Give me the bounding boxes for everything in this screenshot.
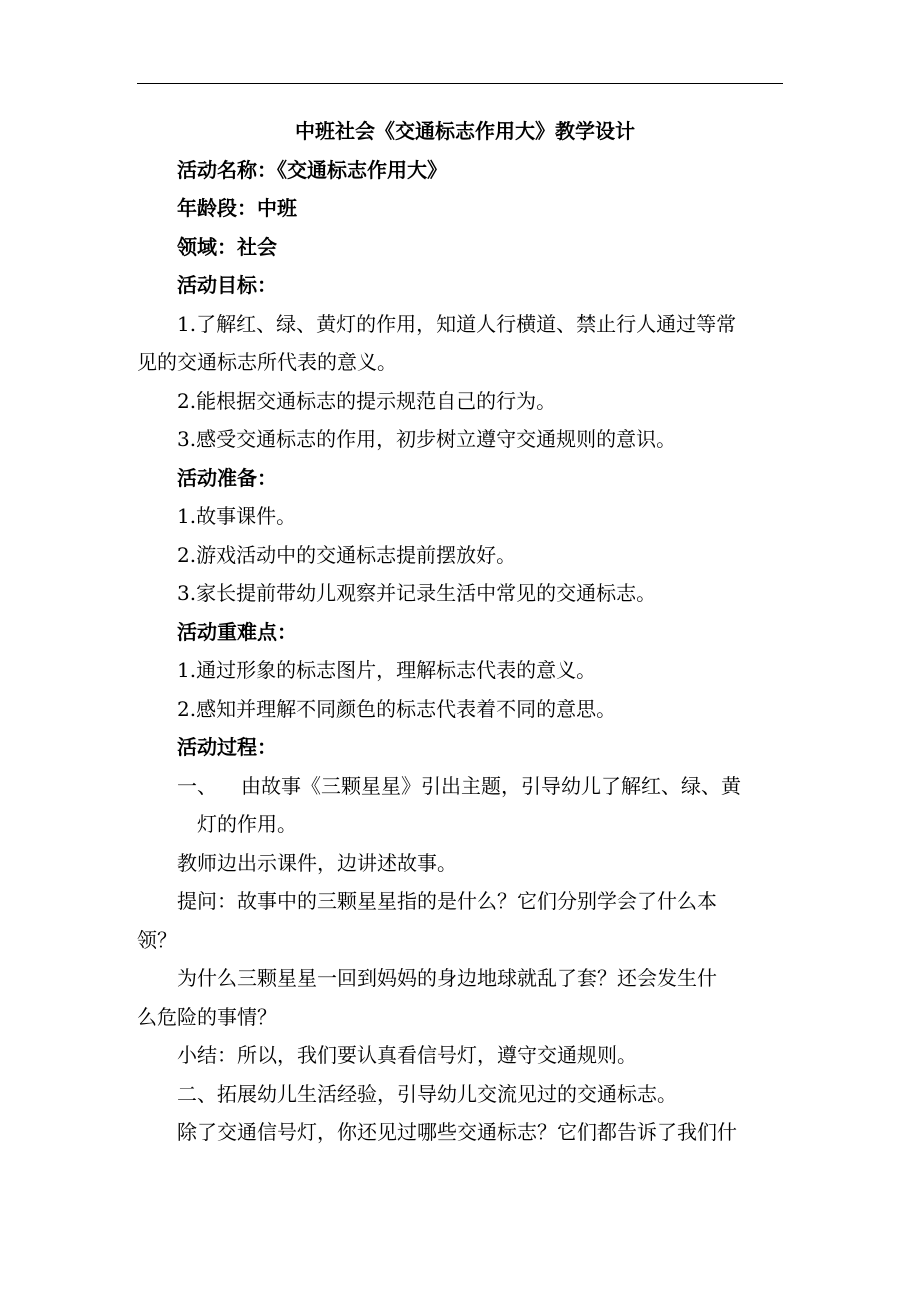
step-1-line2: 灯的作用。 <box>197 812 297 836</box>
paragraph-4: 小结：所以，我们要认真看信号灯，遵守交通规则。 <box>177 1043 637 1067</box>
key-point-2: 2.感知并理解不同颜色的标志代表着不同的意思。 <box>177 696 617 721</box>
age-group: 年龄段：中班 <box>177 196 297 220</box>
prep-item-2: 2.游戏活动中的交通标志提前摆放好。 <box>177 542 517 567</box>
goal-item-1-line1: 1.了解红、绿、黄灯的作用，知道人行横道、禁止行人通过等常 <box>177 311 737 336</box>
process-heading: 活动过程： <box>177 735 277 759</box>
domain-field: 领域：社会 <box>177 234 277 259</box>
document-body <box>137 112 783 1152</box>
goal-item-1-line2: 见的交通标志所代表的意义。 <box>137 350 397 374</box>
key-point-1: 1.通过形象的标志图片，理解标志代表的意义。 <box>177 658 597 682</box>
goal-item-2: 2.能根据交通标志的提示规范自己的行为。 <box>177 388 557 413</box>
goal-item-3: 3.感受交通标志的作用，初步树立遵守交通规则的意识。 <box>177 427 677 451</box>
document-title: 中班社会《交通标志作用大》教学设计 <box>295 119 635 143</box>
prep-item-3: 3.家长提前带幼儿观察并记录生活中常见的交通标志。 <box>177 581 657 605</box>
paragraph-3-line1: 为什么三颗星星一回到妈妈的身边地球就乱了套？还会发生什 <box>177 966 717 990</box>
step-1-line1: 由故事《三颗星星》引出主题，引导幼儿了解红、绿、黄 <box>241 773 741 798</box>
step-1-number: 一、 <box>177 773 217 798</box>
goals-heading: 活动目标： <box>177 273 277 297</box>
paragraph-3-line2: 么危险的事情？ <box>137 1004 277 1029</box>
paragraph-1: 教师边出示课件，边讲述故事。 <box>177 850 457 875</box>
activity-name: 活动名称：《交通标志作用大》 <box>177 157 447 182</box>
process-step-2: 二、拓展幼儿生活经验，引导幼儿交流见过的交通标志。 <box>177 1081 677 1106</box>
process-step-1 <box>137 767 783 844</box>
header-rule <box>137 83 783 84</box>
paragraph-2-line2: 领？ <box>137 927 177 952</box>
paragraph-2-line1: 提问：故事中的三颗星星指的是什么？它们分别学会了什么本 <box>177 889 717 913</box>
paragraph-5: 除了交通信号灯，你还见过哪些交通标志？它们都告诉了我们什 <box>177 1120 737 1144</box>
key-points-heading: 活动重难点： <box>177 619 297 644</box>
prep-item-1: 1.故事课件。 <box>177 504 297 528</box>
prep-heading: 活动准备： <box>177 465 277 490</box>
